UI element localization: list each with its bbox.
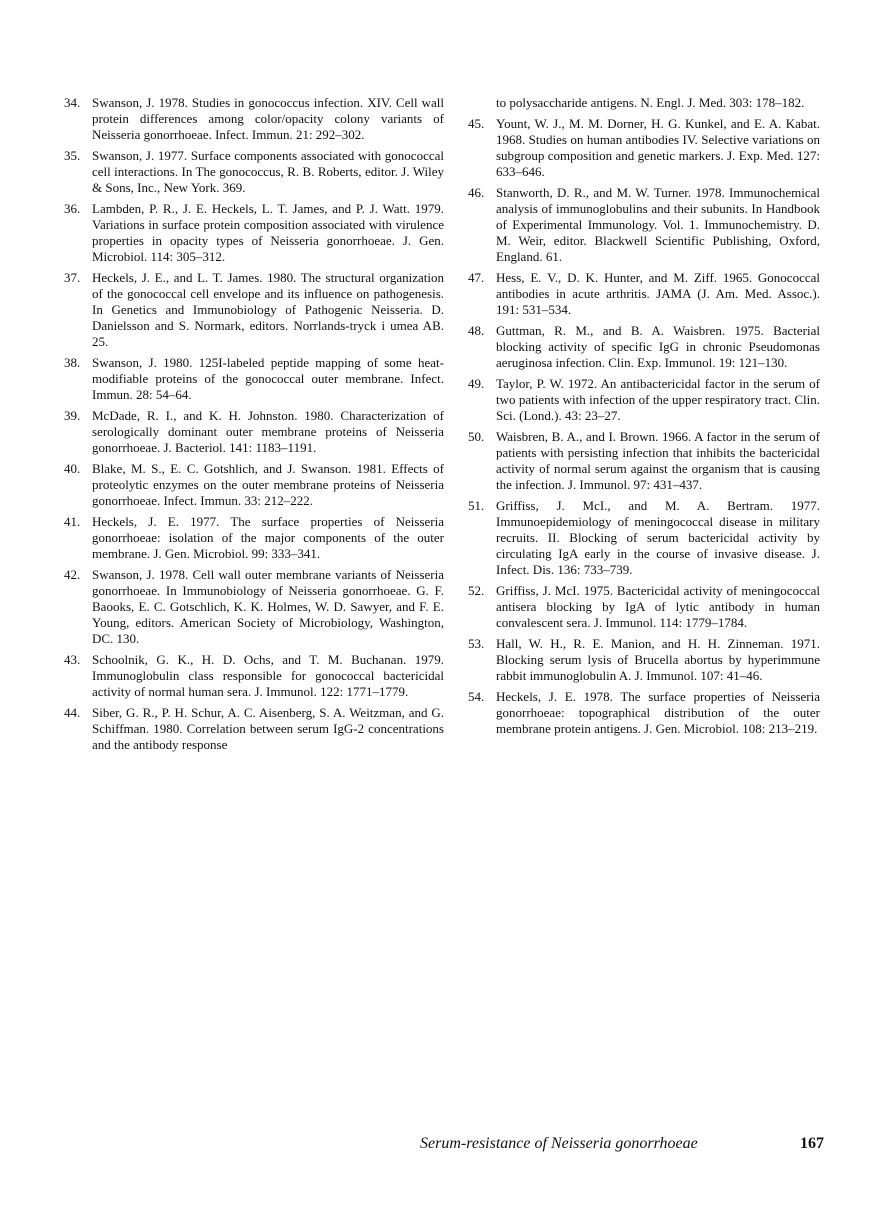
reference-text: Swanson, J. 1978. Studies in gonococcus infection. XIV. Cell wall protein differences among color/opacity colony variants of Neisseria gonorrhoeae. Infect. Immun. 21: 292–302. xyxy=(92,95,444,142)
reference-item xyxy=(64,514,444,562)
reference-item xyxy=(64,408,444,456)
right-column xyxy=(468,95,820,742)
reference-text: Hall, W. H., R. E. Manion, and H. H. Zinneman. 1971. Blocking serum lysis of Brucella abortus by hyperimmune rabbit immunoglobulin A. J. Immunol. 107: 41–46. xyxy=(496,636,820,683)
reference-item xyxy=(64,270,444,350)
reference-number: 42. xyxy=(64,567,81,582)
reference-number: 45. xyxy=(468,116,485,131)
reference-item xyxy=(64,652,444,700)
reference-item xyxy=(64,95,444,143)
reference-item xyxy=(64,355,444,403)
reference-number: 47. xyxy=(468,270,485,285)
reference-text: Griffiss, J. McI., and M. A. Bertram. 1977. Immunoepidemiology of meningococcal disease in military recruits. II. Blocking of serum bactericidal activity by circulating IgA early in the course of invasive disease. J. Infect. Dis. 136: 733–739. xyxy=(496,498,820,577)
reference-text: Yount, W. J., M. M. Dorner, H. G. Kunkel, and E. A. Kabat. 1968. Studies on human antibodies IV. Selective variations on subgroup composition and genetic markers. J. Exp. Med. 127: 633–646. xyxy=(496,116,820,179)
reference-text: Heckels, J. E. 1977. The surface properties of Neisseria gonorrhoeae: isolation of the major components of the outer membrane. J. Gen. Microbiol. 99: 333–341. xyxy=(92,514,444,561)
reference-number: 36. xyxy=(64,201,81,216)
reference-number: 44. xyxy=(64,705,81,720)
reference-text: Heckels, J. E., and L. T. James. 1980. The structural organization of the gonococcal cell envelope and its influence on pathogenesis. In Genetics and Immunobiology of Pathogenic Neisseria. D. Danielsson and S. Normark, editors. Norrlands-tryck i umea AB. 25. xyxy=(92,270,444,349)
reference-item xyxy=(64,705,444,753)
reference-text: Blake, M. S., E. C. Gotshlich, and J. Swanson. 1981. Effects of proteolytic enzymes on the outer membrane proteins of Neisseria gonorrhoeae. Infect. Immun. 33: 212–222. xyxy=(92,461,444,508)
reference-number: 54. xyxy=(468,689,485,704)
reference-number: 38. xyxy=(64,355,81,370)
reference-text: Lambden, P. R., J. E. Heckels, L. T. James, and P. J. Watt. 1979. Variations in surface protein composition associated with virulence properties in opacity types of Neisseria gonorrhoeae. J. Gen. Microbiol. 114: 305–312. xyxy=(92,201,444,264)
reference-text: Swanson, J. 1978. Cell wall outer membrane variants of Neisseria gonorrhoeae. In Immunobiology of Neisseria gonorrhoeae. G. F. Baooks, E. C. Gotschlich, K. K. Holmes, W. D. Sawyer, and F. E. Young, editors. American Society of Microbiology, Washington, DC. 130. xyxy=(92,567,444,646)
running-title: Serum-resistance of Neisseria gonorrhoeae xyxy=(420,1135,698,1152)
reference-number: 52. xyxy=(468,583,485,598)
reference-text: Guttman, R. M., and B. A. Waisbren. 1975. Bacterial blocking activity of specific IgG in chronic Pseudomonas aeruginosa infection. Clin. Exp. Immunol. 19: 121–130. xyxy=(496,323,820,370)
reference-text: McDade, R. I., and K. H. Johnston. 1980. Characterization of serologically dominant outer membrane proteins of Neisseria gonorrhoeae. J. Bacteriol. 141: 1183–1191. xyxy=(92,408,444,455)
reference-item xyxy=(64,201,444,265)
reference-text: Waisbren, B. A., and I. Brown. 1966. A factor in the serum of patients with persisting infection that inhibits the bactericidal activity of normal serum against the organism that is causing the infection. J. Immunol. 97: 431–437. xyxy=(496,429,820,492)
reference-number: 37. xyxy=(64,270,81,285)
reference-item xyxy=(468,323,820,371)
reference-text: Heckels, J. E. 1978. The surface properties of Neisseria gonorrhoeae: topographical distribution of the outer membrane protein antigens. J. Gen. Microbiol. 108: 213–219. xyxy=(496,689,820,736)
reference-item xyxy=(468,270,820,318)
reference-text: Siber, G. R., P. H. Schur, A. C. Aisenberg, S. A. Weitzman, and G. Schiffman. 1980. Correlation between serum IgG-2 concentrations and the antibody response xyxy=(92,705,444,752)
reference-number: 34. xyxy=(64,95,81,110)
reference-item xyxy=(64,567,444,647)
reference-number: 53. xyxy=(468,636,485,651)
reference-number: 51. xyxy=(468,498,485,513)
reference-text: Swanson, J. 1980. 125I-labeled peptide mapping of some heat-modifiable proteins of the gonococcal outer membrane. Infect. Immun. 28: 54–64. xyxy=(92,355,444,402)
reference-number: 41. xyxy=(64,514,81,529)
reference-continuation: to polysaccharide antigens. N. Engl. J. Med. 303: 178–182. xyxy=(496,95,805,110)
reference-item xyxy=(468,689,820,737)
reference-item xyxy=(468,116,820,180)
left-column xyxy=(64,95,444,758)
reference-item xyxy=(468,636,820,684)
reference-item xyxy=(468,498,820,578)
reference-item xyxy=(468,429,820,493)
right-reference-list xyxy=(468,116,820,737)
reference-number: 35. xyxy=(64,148,81,163)
reference-item xyxy=(468,185,820,265)
reference-number: 46. xyxy=(468,185,485,200)
reference-text: Griffiss, J. McI. 1975. Bactericidal activity of meningococcal antisera blocking by IgA of lytic antibody in human convalescent sera. J. Immunol. 114: 1779–1784. xyxy=(496,583,820,630)
reference-number: 40. xyxy=(64,461,81,476)
reference-text: Taylor, P. W. 1972. An antibactericidal factor in the serum of two patients with infection of the upper respiratory tract. Clin. Sci. (Lond.). 43: 23–27. xyxy=(496,376,820,423)
reference-number: 48. xyxy=(468,323,485,338)
reference-text: Stanworth, D. R., and M. W. Turner. 1978. Immunochemical analysis of immunoglobulins and their subunits. In Handbook of Experimental Immunology. Vol. 1. Immunochemistry. D. M. Weir, editor. Blackwell Scientific Publishing, Oxford, England. 61. xyxy=(496,185,820,264)
reference-item xyxy=(468,376,820,424)
reference-number: 49. xyxy=(468,376,485,391)
page-number: 167 xyxy=(800,1135,824,1152)
reference-item xyxy=(64,148,444,196)
reference-number: 50. xyxy=(468,429,485,444)
reference-text: Schoolnik, G. K., H. D. Ochs, and T. M. Buchanan. 1979. Immunoglobulin class responsible for gonococcal bactericidal activity of normal human sera. J. Immunol. 122: 1771–1779. xyxy=(92,652,444,699)
reference-number: 43. xyxy=(64,652,81,667)
reference-item xyxy=(468,583,820,631)
reference-text: Swanson, J. 1977. Surface components associated with gonococcal cell interactions. In The gonococcus, R. B. Roberts, editor. J. Wiley & Sons, Inc., New York. 369. xyxy=(92,148,444,195)
reference-item xyxy=(64,461,444,509)
reference-text: Hess, E. V., D. K. Hunter, and M. Ziff. 1965. Gonococcal antibodies in acute arthritis. JAMA (J. Am. Med. Assoc.). 191: 531–534. xyxy=(496,270,820,317)
reference-number: 39. xyxy=(64,408,81,423)
